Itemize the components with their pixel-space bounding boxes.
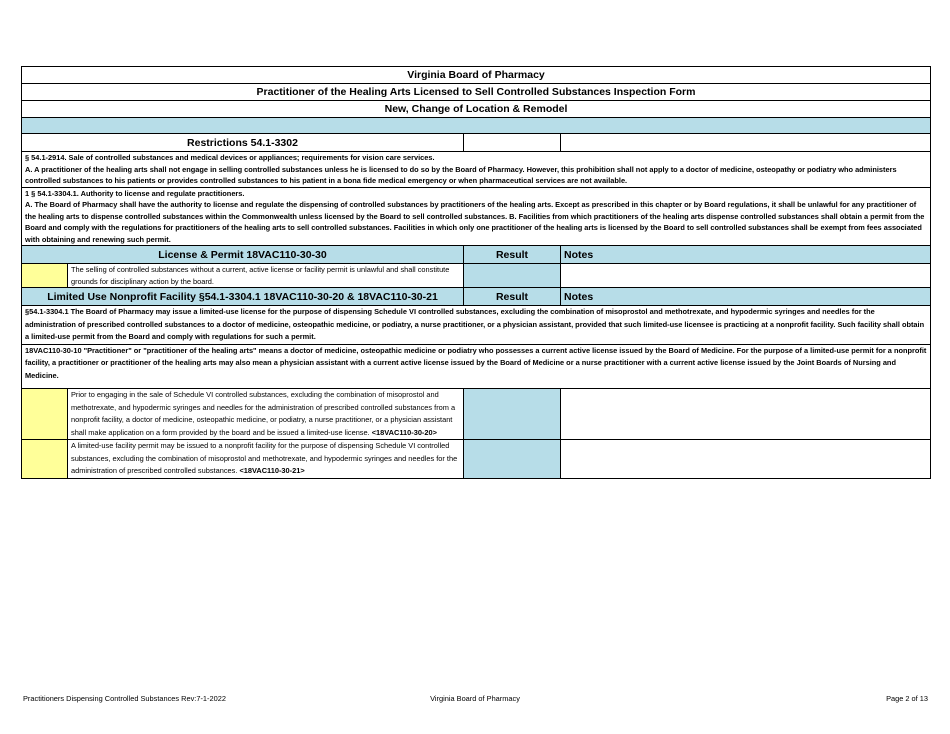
notes-input-cell[interactable] — [561, 440, 931, 479]
restrictions-title: Restrictions 54.1-3302 — [22, 134, 464, 152]
license-item-text: The selling of controlled substances without a current, active license or facility permit is unlawful and shall constitute grounds for disciplinary action by the board. — [68, 264, 464, 288]
page-footer — [0, 694, 950, 708]
statute-heading: § 54.1-2914. Sale of controlled substances and medical devices or appliances; requirements for vision care services. — [25, 153, 435, 162]
notes-input-cell[interactable] — [561, 264, 931, 288]
notes-header: Notes — [561, 246, 931, 264]
limited-use-section-title: Limited Use Nonprofit Facility §54.1-3304.1 18VAC110-30-20 & 18VAC110-30-21 — [22, 288, 464, 306]
item-marker-cell — [22, 389, 68, 440]
item-marker-cell — [22, 440, 68, 479]
statute-heading: 1 § 54.1-3304.1. Authority to license and regulate practitioners. — [25, 188, 245, 198]
item-text: Prior to engaging in the sale of Schedule VI controlled substances, excluding the combination of misoprostol and methotrexate, and hypodermic syringes and needles for the administration of prescribed controlled substances from a nonprofit facility, a doctor of medicine, osteopathic medicine, or podiatry, a nurse practitioner, or a physician assistant shall make application on a form provided by the board and be issued a limited-use license. — [71, 390, 456, 437]
item-reference: <18VAC110-30-20> — [371, 427, 437, 437]
footer-document-revision: Practitioners Dispensing Controlled Substances Rev:7-1-2022 — [23, 694, 226, 703]
spacer-row — [22, 118, 931, 134]
inspection-form-table — [21, 66, 931, 479]
restrictions-result-cell — [464, 134, 561, 152]
notes-header: Notes — [561, 288, 931, 306]
form-subtitle: Practitioner of the Healing Arts Licensed to Sell Controlled Substances Inspection Form — [22, 84, 931, 101]
result-input-cell[interactable] — [464, 389, 561, 440]
limited-use-permit-item — [68, 440, 464, 479]
item-marker-cell — [22, 264, 68, 288]
result-header: Result — [464, 246, 561, 264]
notes-input-cell[interactable] — [561, 389, 931, 440]
practitioner-definition: 18VAC110-30-10 "Practitioner" or "practitioner of the healing arts" means a doctor of medicine, osteopathic medicine or podiatry who possesses a current active license issued by the Board of Medicine. For the purpose of a limited-use permit for a nonprofit facility, a practitioner or practitioner of the healing arts may also mean a physician assistant with a current active license issued by the Board of Medicine or a nurse practitioner with a current active license issued by the Joint Boards of Nursing and Medicine. — [22, 344, 931, 389]
limited-use-license-item — [68, 389, 464, 440]
result-input-cell[interactable] — [464, 264, 561, 288]
statute-text: A. A practitioner of the healing arts shall not engage in selling controlled substances unless he is licensed to do so by the Board of Pharmacy. However, this prohibition shall not apply to a doctor of medicine, osteopathy or podiatry who administers controlled substances to his patients or provides controlled substances to his patient in a bona fide medical emergency or when pharmaceutical services are not available. — [25, 164, 897, 185]
footer-organization: Virginia Board of Pharmacy — [430, 694, 520, 703]
statute-54-1-3304-1 — [22, 187, 931, 246]
statute-54-1-2914 — [22, 152, 931, 188]
footer-page-number: Page 2 of 13 — [886, 694, 928, 703]
result-header: Result — [464, 288, 561, 306]
result-input-cell[interactable] — [464, 440, 561, 479]
inspection-type: New, Change of Location & Remodel — [22, 101, 931, 118]
restrictions-notes-cell — [561, 134, 931, 152]
form-title: Virginia Board of Pharmacy — [22, 67, 931, 84]
item-text: A limited-use facility permit may be issued to a nonprofit facility for the purpose of dispensing Schedule VI controlled substances, excluding the combination of misoprostol and methotrexate, and hypodermic syringes and needles for the administration of prescribed controlled substances. — [71, 441, 458, 475]
statute-text: A. The Board of Pharmacy shall have the authority to license and regulate the dispensing of controlled substances by practitioners of the healing arts. Except as prescribed in this chapter or by Board regulations, it shall be unlawful for any practitioner of the healing arts to dispense controlled substances within the Commonwealth unless licensed by the Board to sell controlled substances. B. Facilities from which practitioners of the healing arts dispense controlled substances shall obtain a permit from the Board and comply with the regulations for practitioners of the healing arts to sell controlled substances. Facilities in which only one practitioner of the healing arts is licensed by the Board to sell controlled substances shall be exempt from fees associated with obtaining and renewing such permit. — [25, 200, 925, 244]
limited-use-statute: §54.1-3304.1 The Board of Pharmacy may issue a limited-use license for the purpose of dispensing Schedule VI controlled substances, excluding the combination of misoprostol and methotrexate, and hypodermic syringes and needles for the administration of prescribed controlled substances to a doctor of medicine, osteopathic medicine, or podiatry, a nurse practitioner, or a physician assistant, provided that such limited-use licensee is practicing at a nonprofit facility. Such facility shall obtain a limited-use permit from the Board and comply with regulations for such a permit. — [22, 306, 931, 345]
license-section-title: License & Permit 18VAC110-30-30 — [22, 246, 464, 264]
item-reference: <18VAC110-30-21> — [239, 466, 305, 475]
